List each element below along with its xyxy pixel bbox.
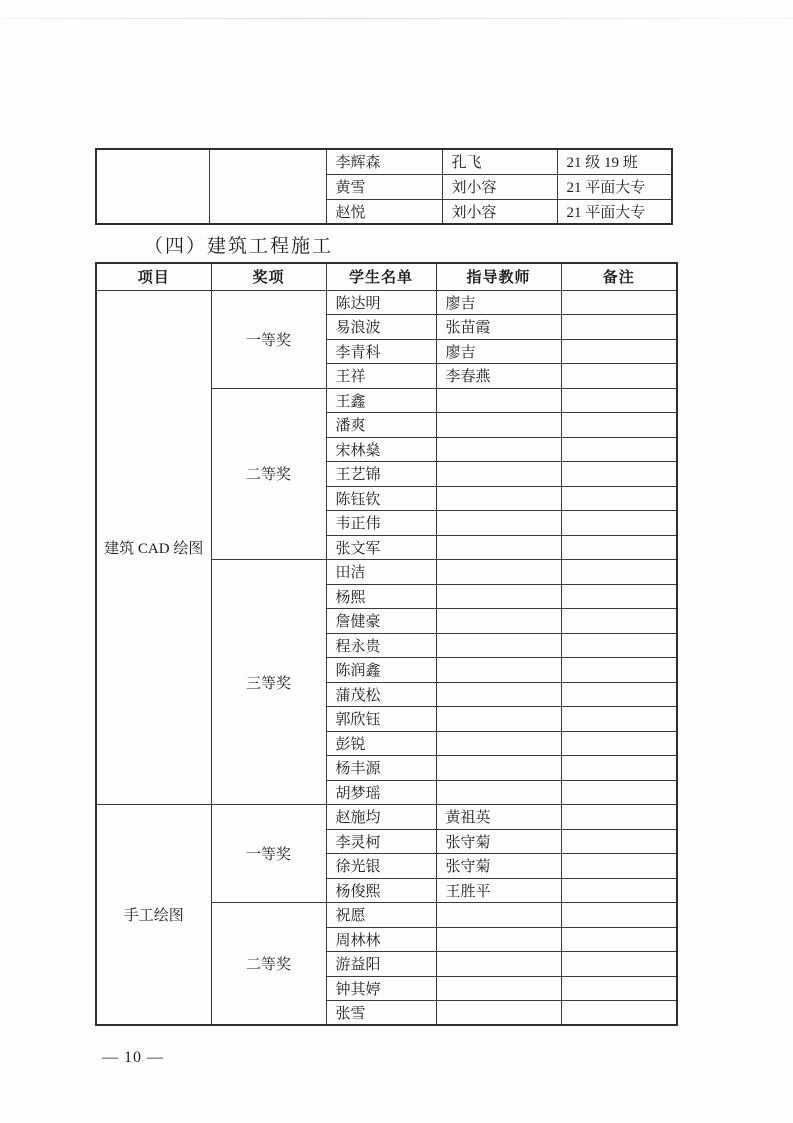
teacher-cell [436,658,561,683]
student-cell: 钟其婷 [326,976,436,1001]
student-cell: 程永贵 [326,633,436,658]
column-header: 项目 [96,263,211,290]
teacher-cell: 王胜平 [436,878,561,903]
note-cell [561,878,677,903]
note-cell [561,609,677,634]
teacher-cell [436,927,561,952]
teacher-cell: 廖吉 [436,339,561,364]
teacher-cell [436,486,561,511]
note-cell [561,658,677,683]
column-header: 学生名单 [326,263,436,290]
note-cell [561,486,677,511]
note-cell [561,511,677,536]
teacher-cell [436,437,561,462]
student-cell: 陈达明 [326,290,436,315]
page-number: — 10 — [102,1049,164,1066]
column-header: 奖项 [211,263,326,290]
student-cell: 胡梦瑶 [326,780,436,805]
teacher-cell [436,609,561,634]
awards-table-body [96,290,677,1025]
note-cell: 21 平面大专 [557,174,672,199]
note-cell: 21 平面大专 [557,199,672,224]
teacher-cell: 张守菊 [436,854,561,879]
teacher-cell [436,952,561,977]
teacher-cell: 李春燕 [436,364,561,389]
student-cell: 张雪 [326,1001,436,1026]
student-cell: 杨熙 [326,584,436,609]
student-cell: 赵施均 [326,805,436,830]
student-cell: 王鑫 [326,388,436,413]
student-cell: 陈润鑫 [326,658,436,683]
note-cell [561,437,677,462]
teacher-cell: 孔飞 [442,149,557,174]
teacher-cell [436,462,561,487]
award-continuation-cell [209,149,326,224]
note-cell [561,584,677,609]
teacher-cell [436,413,561,438]
student-cell: 赵悦 [326,199,442,224]
teacher-cell [436,560,561,585]
awards-table [95,262,678,1026]
student-cell: 彭锐 [326,731,436,756]
teacher-cell [436,1001,561,1026]
student-cell: 徐光银 [326,854,436,879]
student-cell: 詹健豪 [326,609,436,634]
carryover-table-body [96,149,672,224]
student-cell: 李青科 [326,339,436,364]
note-cell [561,364,677,389]
student-cell: 易浪波 [326,315,436,340]
note-cell [561,976,677,1001]
note-cell [561,854,677,879]
student-cell: 王祥 [326,364,436,389]
student-cell: 周林林 [326,927,436,952]
student-cell: 杨丰源 [326,756,436,781]
note-cell [561,952,677,977]
awards-table-header [96,263,677,290]
award-cell: 一等奖 [211,290,326,388]
award-cell: 二等奖 [211,388,326,560]
student-cell: 田洁 [326,560,436,585]
student-cell: 杨俊熙 [326,878,436,903]
table-row [96,149,672,174]
teacher-cell [436,584,561,609]
teacher-cell [436,780,561,805]
award-cell: 三等奖 [211,560,326,805]
student-cell: 韦正伟 [326,511,436,536]
table-row [96,805,677,830]
project-cell: 建筑 CAD 绘图 [96,290,211,805]
note-cell [561,535,677,560]
section-heading: （四）建筑工程施工 [144,236,334,257]
column-header: 备注 [561,263,677,290]
teacher-cell: 张守菊 [436,829,561,854]
note-cell [561,462,677,487]
student-cell: 祝愿 [326,903,436,928]
teacher-cell: 张苗霞 [436,315,561,340]
student-cell: 宋林燊 [326,437,436,462]
student-cell: 郭欣钰 [326,707,436,732]
project-cell: 手工绘图 [96,805,211,1026]
student-cell: 张文军 [326,535,436,560]
award-cell: 一等奖 [211,805,326,903]
student-cell: 潘爽 [326,413,436,438]
note-cell [561,682,677,707]
note-cell [561,633,677,658]
student-cell: 李辉森 [326,149,442,174]
teacher-cell: 刘小容 [442,174,557,199]
note-cell [561,339,677,364]
award-cell: 二等奖 [211,903,326,1026]
note-cell [561,927,677,952]
teacher-cell [436,388,561,413]
note-cell [561,560,677,585]
note-cell [561,780,677,805]
note-cell [561,805,677,830]
note-cell: 21 级 19 班 [557,149,672,174]
column-header: 指导教师 [436,263,561,290]
teacher-cell: 廖吉 [436,290,561,315]
student-cell: 李灵柯 [326,829,436,854]
teacher-cell [436,633,561,658]
student-cell: 王艺锦 [326,462,436,487]
teacher-cell: 黄祖英 [436,805,561,830]
student-cell: 游益阳 [326,952,436,977]
carryover-table [95,148,673,225]
note-cell [561,413,677,438]
table-row [96,290,677,315]
teacher-cell [436,707,561,732]
teacher-cell [436,903,561,928]
note-cell [561,290,677,315]
note-cell [561,903,677,928]
note-cell [561,315,677,340]
teacher-cell [436,535,561,560]
teacher-cell: 刘小容 [442,199,557,224]
scan-artifact-line [0,18,793,19]
note-cell [561,756,677,781]
note-cell [561,1001,677,1026]
student-cell: 蒲茂松 [326,682,436,707]
teacher-cell [436,756,561,781]
teacher-cell [436,976,561,1001]
teacher-cell [436,731,561,756]
note-cell [561,707,677,732]
teacher-cell [436,682,561,707]
note-cell [561,829,677,854]
project-continuation-cell [96,149,209,224]
note-cell [561,388,677,413]
header-row [96,263,677,290]
student-cell: 陈钰钦 [326,486,436,511]
student-cell: 黄雪 [326,174,442,199]
note-cell [561,731,677,756]
teacher-cell [436,511,561,536]
